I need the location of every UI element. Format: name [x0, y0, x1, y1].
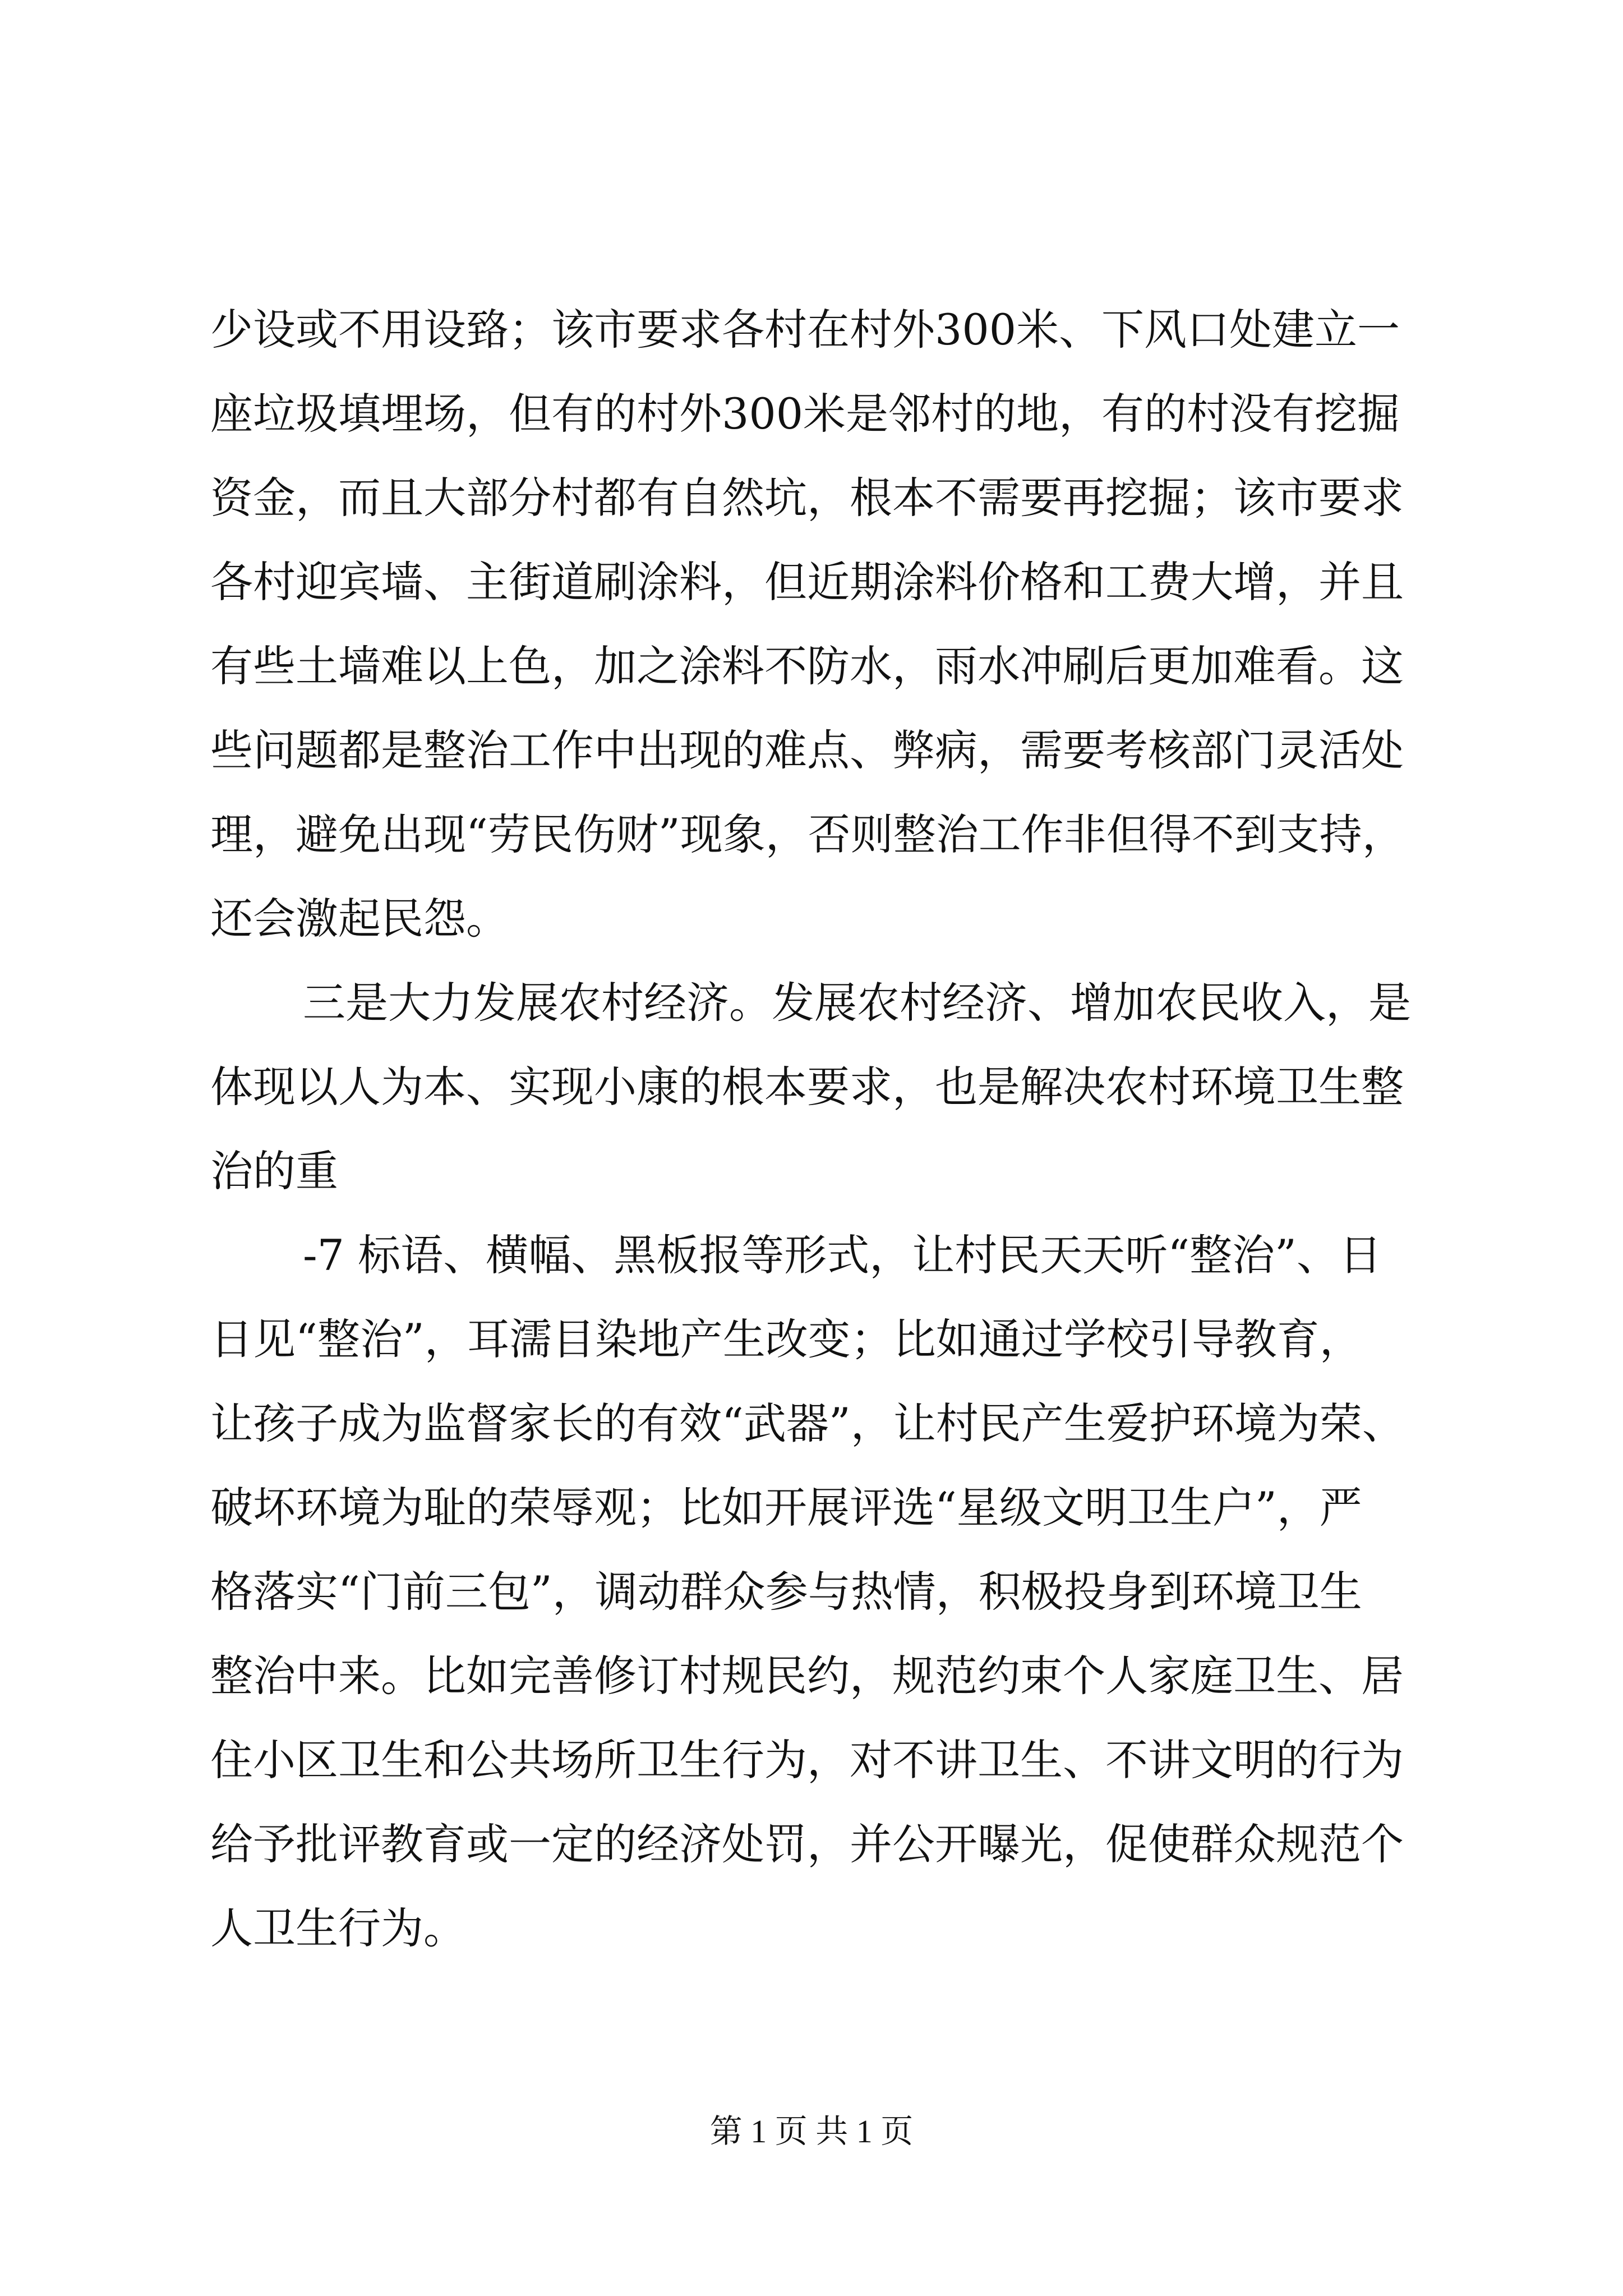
- paragraph-line: 座垃圾填埋场，但有的村外300米是邻村的地，有的村没有挖掘: [210, 389, 1400, 439]
- paragraph-line: 些问题都是整治工作中出现的难点、弊病，需要考核部门灵活处: [210, 725, 1404, 775]
- paragraph-line: 让孩子成为监督家长的有效“武器”，让村民产生爱护环境为荣、: [210, 1398, 1405, 1448]
- paragraph-line: 治的重: [210, 1146, 338, 1196]
- paragraph-line: 整治中来。比如完善修订村规民约，规范约束个人家庭卫生、居: [210, 1651, 1404, 1701]
- paragraph-line: 日见“整治”，耳濡目染地产生改变；比如通过学校引导教育，: [210, 1314, 1362, 1364]
- paragraph-line: 资金，而且大部分村都有自然坑，根本不需要再挖掘；该市要求: [210, 473, 1404, 523]
- paragraph-line: 各村迎宾墙、主街道刷涂料，但近期涂料价格和工费大增，并且: [210, 557, 1404, 607]
- paragraph-line: 人卫生行为。: [210, 1903, 466, 1953]
- paragraph-line: 格落实“门前三包”，调动群众参与热情，积极投身到环境卫生: [210, 1567, 1362, 1617]
- paragraph-line: 住小区卫生和公共场所卫生行为，对不讲卫生、不讲文明的行为: [210, 1735, 1404, 1785]
- paragraph-line: 破坏环境为耻的荣辱观；比如开展评选“星级文明卫生户”，严: [210, 1483, 1362, 1533]
- paragraph-line: 还会激起民怨。: [210, 894, 509, 944]
- paragraph-line: 体现以人为本、实现小康的根本要求，也是解决农村环境卫生整: [210, 1062, 1404, 1112]
- paragraph-line: 少设或不用设臵；该市要求各村在村外300米、下风口处建立一: [210, 305, 1400, 355]
- paragraph-line: 有些土墙难以上色，加之涂料不防水，雨水冲刷后更加难看。这: [210, 641, 1404, 691]
- paragraph-line: 理，避免出现“劳民伤财”现象，否则整治工作非但得不到支持，: [210, 809, 1405, 859]
- page-number-footer: 第 1 页 共 1 页: [709, 2113, 914, 2150]
- paragraph-line: 给予批评教育或一定的经济处罚，并公开曝光，促使群众规范个: [210, 1819, 1404, 1869]
- paragraph-line: -7 标语、横幅、黑板报等形式，让村民天天听“整治”、日: [303, 1230, 1382, 1280]
- paragraph-line: 三是大力发展农村经济。发展农村经济、增加农民收入，是: [303, 978, 1411, 1028]
